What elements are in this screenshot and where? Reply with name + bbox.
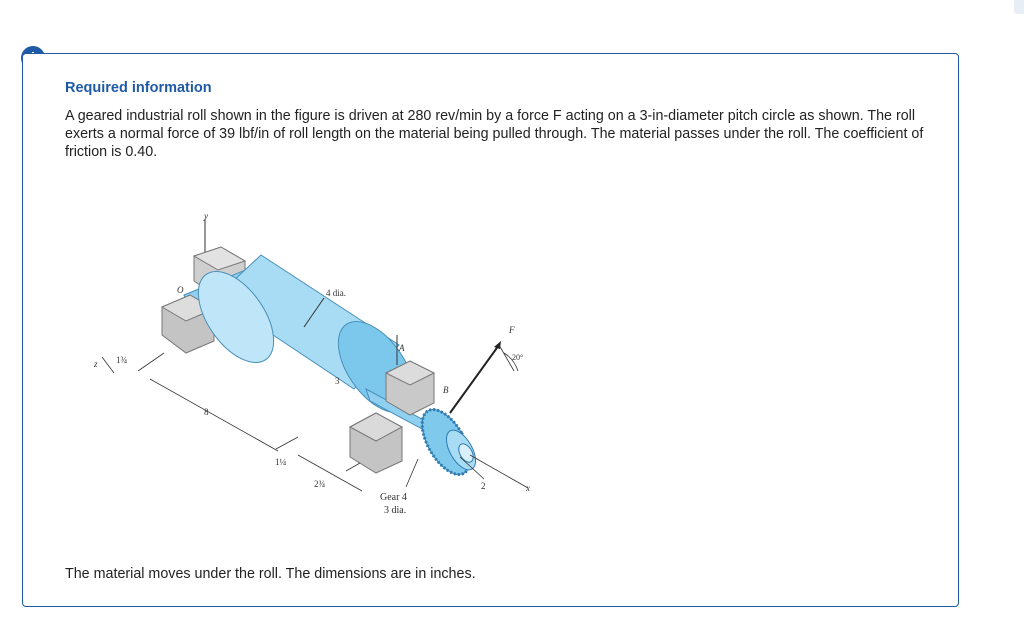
dimension-8-line (150, 379, 278, 451)
figure-note: The material moves under the roll. The dimensions are in inches. (65, 566, 476, 582)
gear-4 (412, 402, 481, 482)
geared-roll-figure (66, 157, 546, 527)
panel-heading: Required information (65, 80, 212, 96)
z-axis-line (102, 357, 114, 373)
dimension-2-3-4: 2¾ (314, 479, 326, 489)
force-arrow (450, 345, 499, 413)
problem-statement: A geared industrial roll shown in the figure is driven at 280 rev/min by a force F acting on a 3-in-diameter pitch circle as shown. The roll exerts a normal force of 39 lbf/in of roll length on the material being pulled through. The material passes under the roll. The coefficient of friction is 0.40. (65, 108, 924, 160)
roll-diameter-label: 4 dia. (326, 288, 346, 298)
roll-diagram (66, 157, 546, 527)
dimension-8-label: 8 (204, 407, 209, 417)
y-axis-label: y (204, 211, 208, 221)
x-axis-line (470, 455, 528, 488)
window-edge (1014, 0, 1024, 14)
gear-diameter-label: 3 dia. (384, 505, 407, 516)
origin-label: O (177, 285, 184, 295)
dimension-1-3-4-left: 1¾ (116, 355, 128, 365)
z-axis-label: z (94, 359, 98, 369)
dimension-2-label: 2 (481, 481, 486, 491)
point-b-label: B (443, 385, 449, 395)
x-axis-label: x (526, 483, 530, 493)
dimension-1-1-4: 1¼ (275, 457, 287, 467)
point-a-label: A (399, 343, 405, 353)
gear-name-label: Gear 4 (380, 492, 407, 503)
angle-label: 20° (512, 353, 524, 362)
dimension-3-label: 3 (335, 376, 340, 386)
force-label: F (509, 325, 515, 335)
